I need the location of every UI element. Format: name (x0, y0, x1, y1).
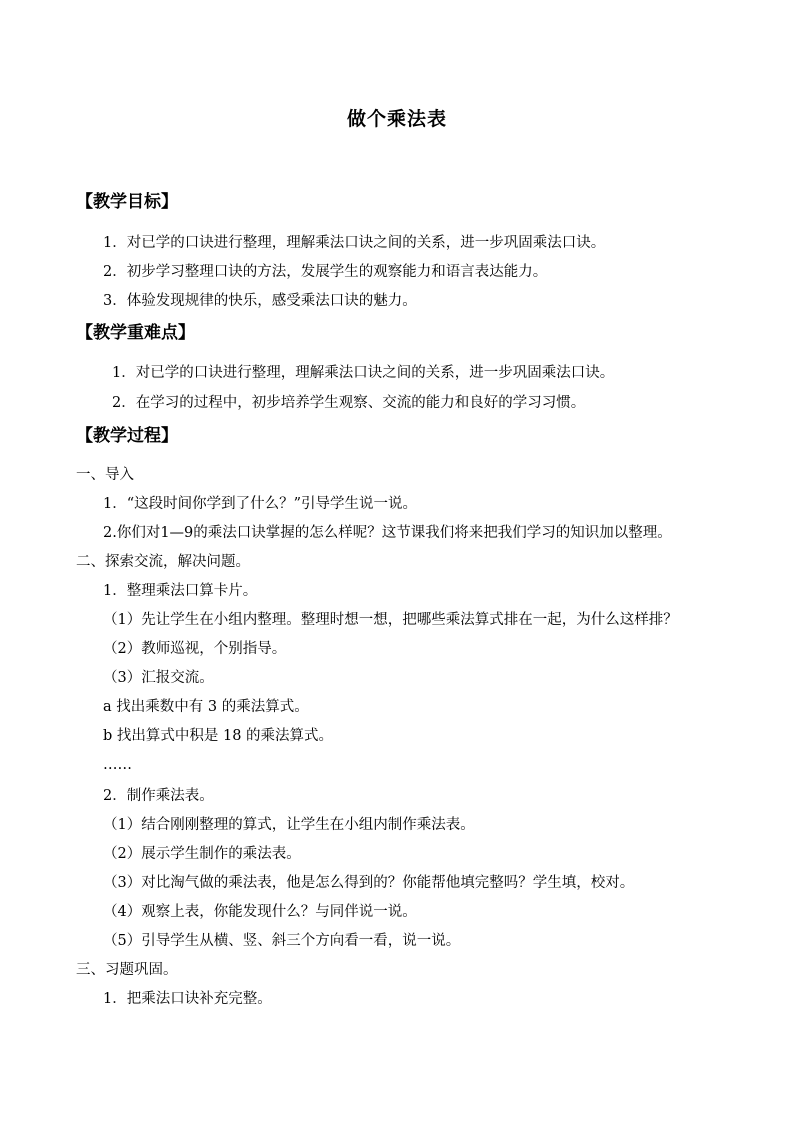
process-line: 2.你们对1—9的乘法口诀掌握的怎么样呢？这节课我们将来把我们学习的知识加以整理。 (103, 525, 672, 541)
section-heading-goals: 【教学目标】 (76, 192, 178, 212)
process-line: （2）教师巡视，个别指导。 (103, 641, 287, 657)
process-line-exercise: 三、习题巩固。 (76, 962, 178, 978)
process-line: （1）先让学生在小组内整理。整理时想一想，把哪些乘法算式排在一起，为什么这样排？ (103, 612, 678, 628)
key-point-item-1: 1．对已学的口诀进行整理，理解乘法口诀之间的关系，进一步巩固乘法口诀。 (112, 365, 615, 381)
document-title: 做个乘法表 (346, 108, 447, 130)
process-line: b 找出算式中积是 18 的乘法算式。 (103, 728, 334, 744)
process-line: 1．整理乘法口算卡片。 (103, 583, 258, 599)
process-line-ellipsis: …… (103, 757, 132, 773)
process-line: 1．“这段时间你学到了什么？”引导学生说一说。 (103, 496, 418, 512)
process-line-explore: 二、探索交流，解决问题。 (76, 554, 250, 570)
goal-item-3: 3．体验发现规律的快乐，感受乘法口诀的魅力。 (103, 293, 417, 309)
goal-item-2: 2．初步学习整理口诀的方法，发展学生的观察能力和语言表达能力。 (103, 264, 548, 280)
process-line: （3）对比淘气做的乘法表，他是怎么得到的？你能帮他填完整吗？学生填，校对。 (103, 875, 635, 891)
process-line-intro: 一、导入 (76, 467, 134, 483)
key-point-item-2: 2．在学习的过程中，初步培养学生观察、交流的能力和良好的学习习惯。 (112, 395, 586, 411)
section-heading-process: 【教学过程】 (76, 426, 178, 446)
process-line: （1）结合刚刚整理的算式，让学生在小组内制作乘法表。 (103, 817, 475, 833)
process-line: a 找出乘数中有 3 的乘法算式。 (103, 699, 309, 715)
process-line: （3）汇报交流。 (103, 670, 214, 686)
goal-item-1: 1．对已学的口诀进行整理，理解乘法口诀之间的关系，进一步巩固乘法口诀。 (103, 235, 606, 251)
process-line: （2）展示学生制作的乘法表。 (103, 846, 301, 862)
process-line: （4）观察上表，你能发现什么？与同伴说一说。 (103, 904, 417, 920)
process-line: （5）引导学生从横、竖、斜三个方向看一看，说一说。 (103, 933, 461, 949)
section-heading-key-points: 【教学重难点】 (76, 323, 195, 343)
process-line: 1．把乘法口诀补充完整。 (103, 991, 272, 1007)
process-line: 2．制作乘法表。 (103, 788, 214, 804)
